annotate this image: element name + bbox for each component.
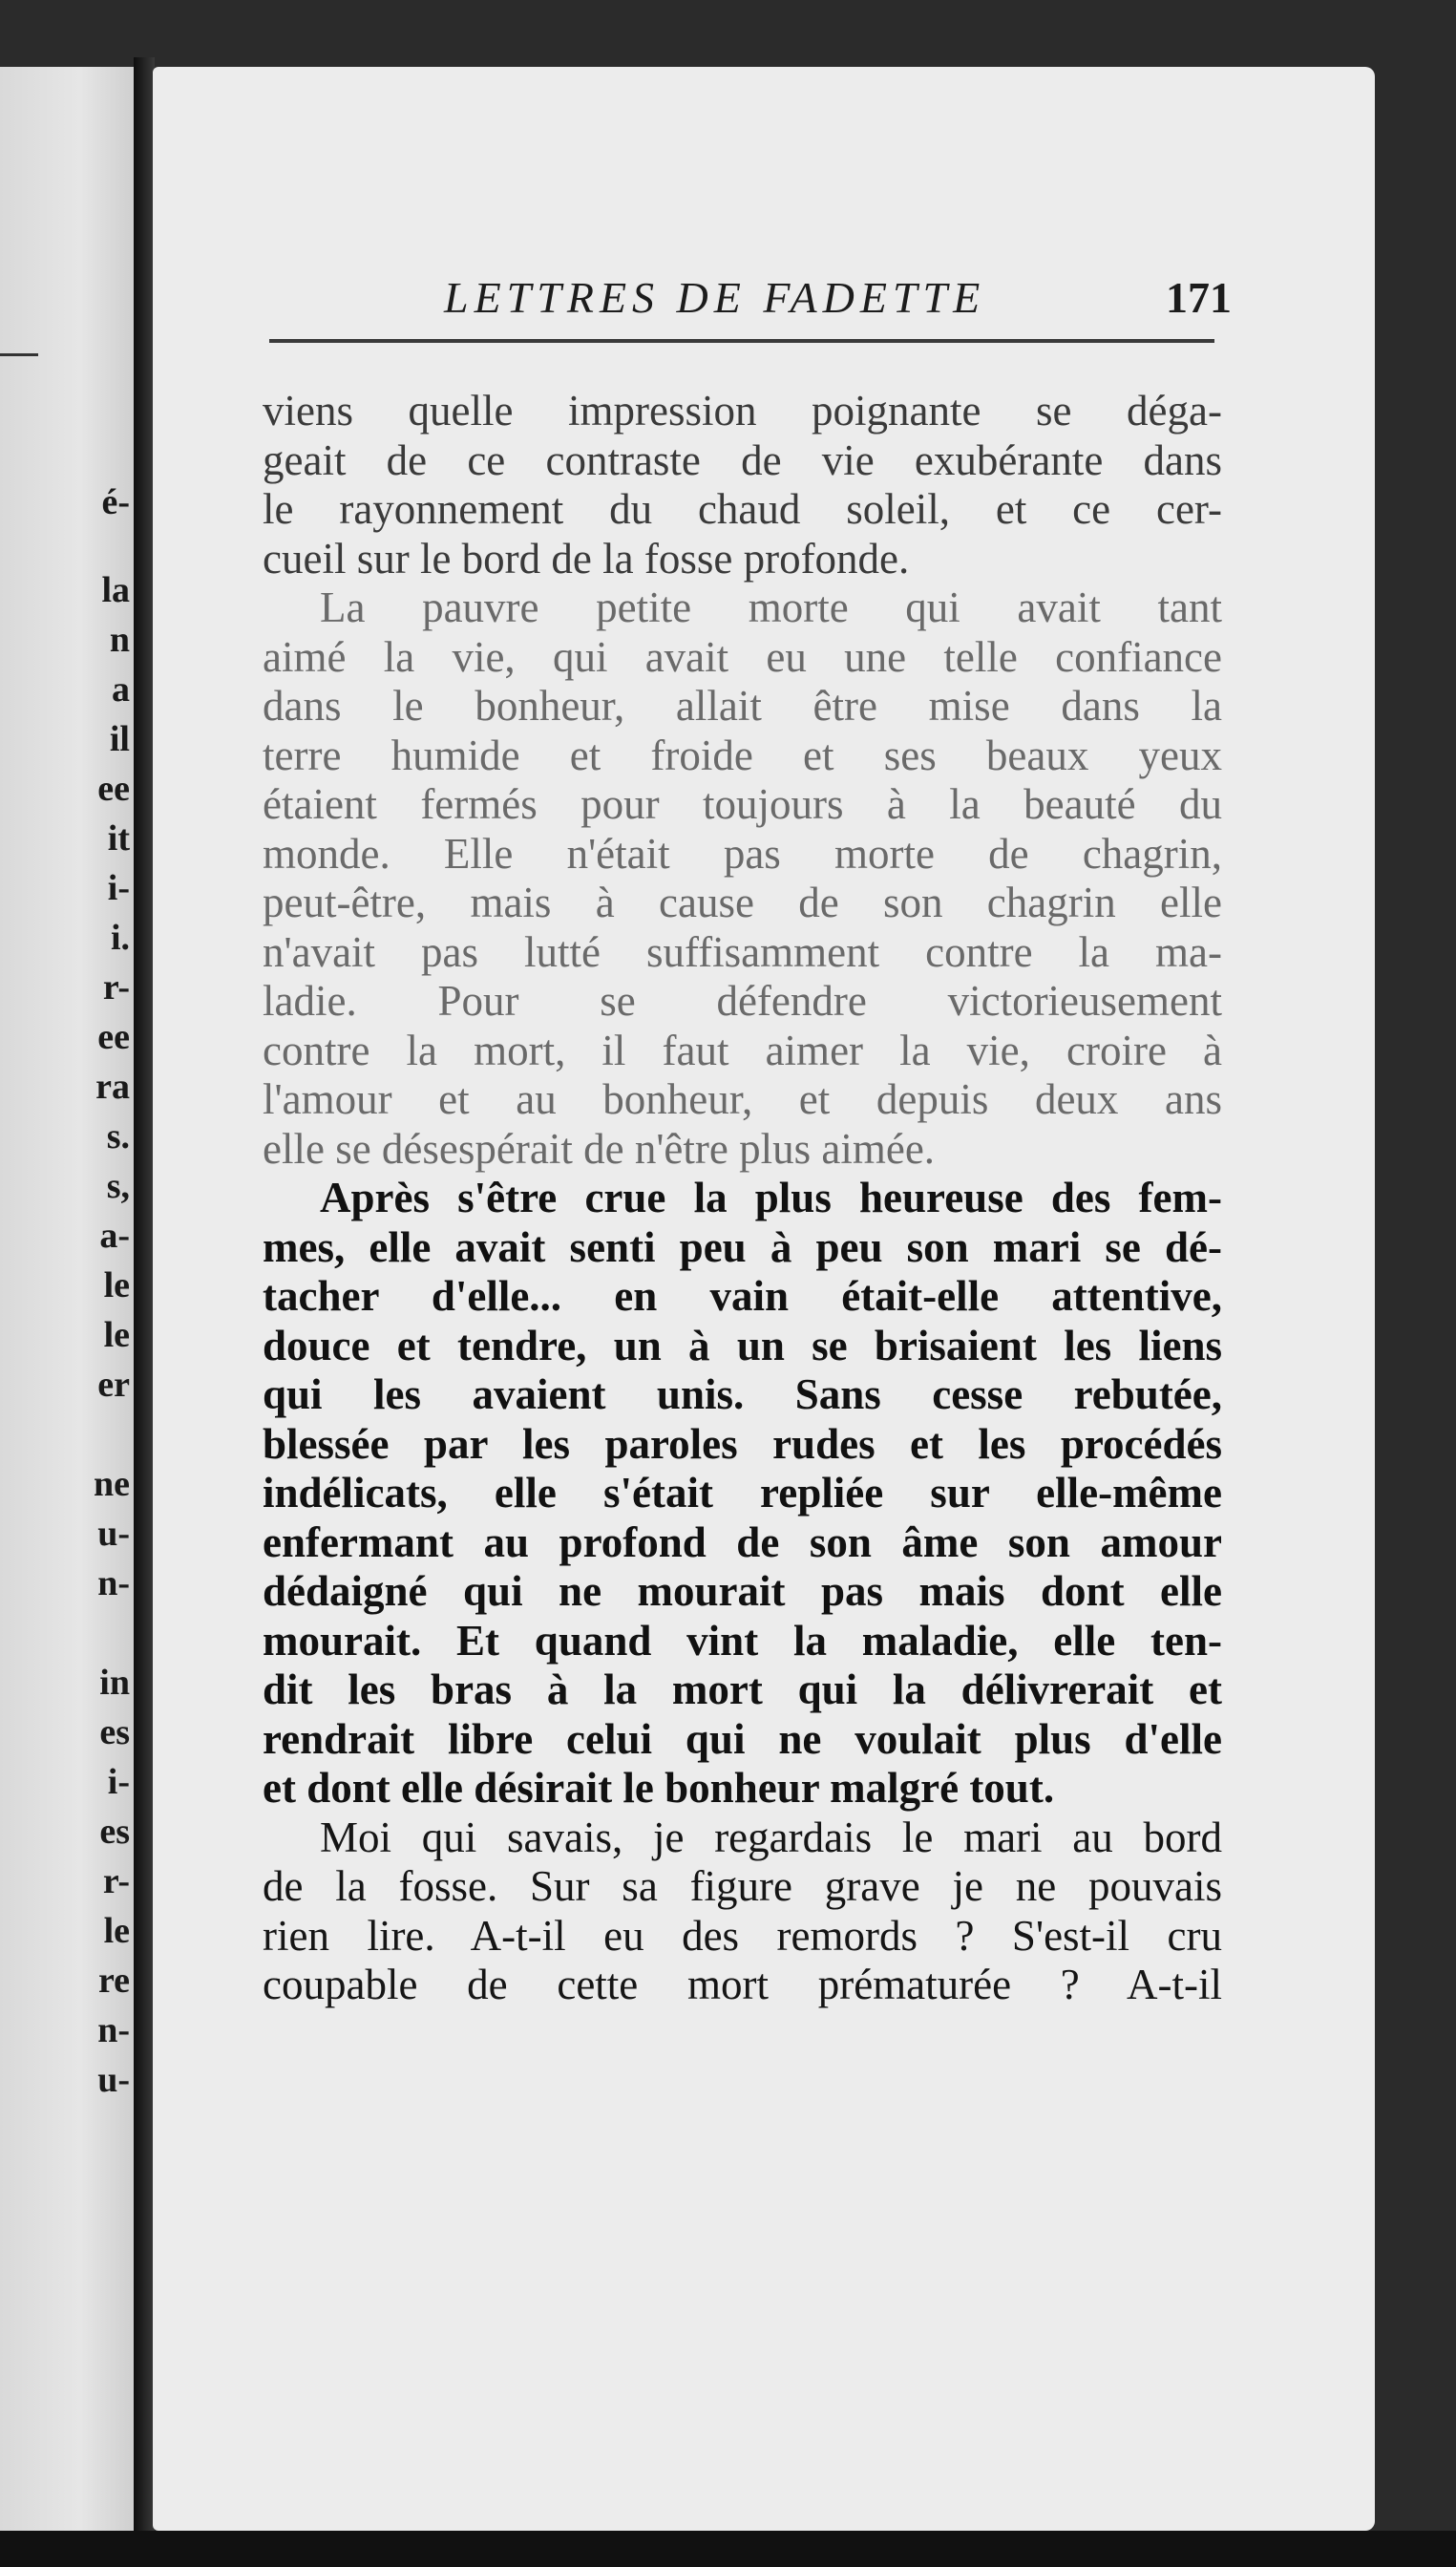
adjacent-line-fragment: le bbox=[103, 1315, 130, 1355]
text-line: de la fosse. Sur sa figure grave je ne pouvais bbox=[263, 1862, 1222, 1910]
text-line: monde. Elle n'était pas morte de chagrin, bbox=[263, 829, 1222, 878]
text-line: Après s'être crue la plus heureuse des fem- bbox=[320, 1174, 1222, 1221]
adjacent-line-fragment: r- bbox=[102, 967, 130, 1008]
adjacent-page-fragment bbox=[0, 67, 134, 2531]
text-line: terre humide et froide et ses beaux yeux bbox=[263, 731, 1222, 779]
text-line: étaient fermés pour toujours à la beauté du bbox=[263, 780, 1222, 828]
text-line: mes, elle avait senti peu à peu son mari se dé- bbox=[263, 1222, 1222, 1271]
paragraph bbox=[263, 1174, 1222, 1814]
text-line: viens quelle impression poignante se déga- bbox=[263, 387, 1222, 435]
adjacent-line-fragment: es bbox=[99, 1712, 130, 1752]
text-line: cueil sur le bord de la fosse profonde. bbox=[263, 534, 910, 583]
paragraph bbox=[263, 1814, 1222, 2010]
adjacent-line-fragment: re bbox=[97, 1961, 130, 2001]
adjacent-line-fragment: i- bbox=[107, 868, 130, 908]
text-line: rendrait libre celui qui ne voulait plus d'elle bbox=[263, 1714, 1222, 1763]
text-line: dédaigné qui ne mourait pas mais dont elle bbox=[263, 1567, 1222, 1615]
running-title: LETTRES DE FADETTE bbox=[444, 273, 986, 322]
text-line: contre la mort, il faut aimer la vie, croire à bbox=[263, 1026, 1222, 1074]
adjacent-line-fragment: it bbox=[107, 818, 130, 859]
text-line: Moi qui savais, je regardais le mari au bord bbox=[320, 1813, 1222, 1861]
text-line: rien lire. A-t-il eu des remords ? S'est-il cru bbox=[263, 1911, 1222, 1960]
text-line: tacher d'elle... en vain était-elle attentive, bbox=[263, 1272, 1222, 1320]
adjacent-line-fragment: n- bbox=[97, 2010, 130, 2050]
text-line: peut-être, mais à cause de son chagrin elle bbox=[263, 879, 1222, 926]
adjacent-page-rule bbox=[0, 353, 38, 356]
page-header bbox=[277, 272, 1232, 339]
text-line: qui les avaient unis. Sans cesse rebutée, bbox=[263, 1370, 1222, 1418]
text-line: mourait. Et quand vint la maladie, elle ten- bbox=[263, 1616, 1222, 1665]
adjacent-line-fragment: s, bbox=[106, 1166, 130, 1206]
adjacent-line-fragment: n bbox=[109, 620, 130, 660]
text-line: douce et tendre, un à un se brisaient les liens bbox=[263, 1321, 1222, 1369]
adjacent-line-fragment: ee bbox=[97, 1017, 130, 1057]
adjacent-line-fragment: er bbox=[97, 1365, 130, 1405]
adjacent-line-fragment: r- bbox=[102, 1861, 130, 1901]
book-gutter bbox=[134, 57, 155, 2540]
page-number: 171 bbox=[1166, 273, 1232, 322]
page-body bbox=[263, 387, 1222, 2010]
text-line: dans le bonheur, allait être mise dans la bbox=[263, 682, 1222, 730]
text-line: indélicats, elle s'était repliée sur elle-même bbox=[263, 1469, 1222, 1517]
paragraph bbox=[263, 387, 1222, 583]
text-line: dit les bras à la mort qui la délivrerait et bbox=[263, 1665, 1222, 1713]
text-line: La pauvre petite morte qui avait tant bbox=[320, 583, 1222, 631]
text-line: ladie. Pour se défendre victorieusement bbox=[263, 977, 1222, 1025]
adjacent-line-fragment: n- bbox=[97, 1563, 130, 1603]
text-line: l'amour et au bonheur, et depuis deux ans bbox=[263, 1075, 1222, 1123]
header-rule bbox=[269, 339, 1214, 343]
adjacent-line-fragment: i- bbox=[107, 1762, 130, 1802]
adjacent-line-fragment: ra bbox=[95, 1067, 130, 1107]
text-line: coupable de cette mort prématurée ? A-t-il bbox=[263, 1961, 1222, 2008]
adjacent-line-fragment: le bbox=[103, 1265, 130, 1305]
text-line: aimé la vie, qui avait eu une telle confiance bbox=[263, 632, 1222, 681]
text-line: enfermant au profond de son âme son amour bbox=[263, 1517, 1222, 1566]
adjacent-line-fragment bbox=[8, 1608, 130, 1658]
adjacent-line-fragment: a bbox=[112, 669, 130, 710]
adjacent-line-fragment: a- bbox=[99, 1216, 130, 1256]
text-line: et dont elle désirait le bonheur malgré tout. bbox=[263, 1764, 1055, 1812]
adjacent-page-text bbox=[8, 477, 130, 2105]
text-line: elle se désespérait de n'être plus aimée. bbox=[263, 1124, 936, 1173]
scan-bottom-border bbox=[0, 2531, 1456, 2567]
paragraph bbox=[263, 583, 1222, 1174]
adjacent-line-fragment: ee bbox=[97, 769, 130, 809]
text-line: blessée par les paroles rudes et les procédés bbox=[263, 1419, 1222, 1468]
adjacent-line-fragment: il bbox=[109, 719, 130, 759]
adjacent-line-fragment: es bbox=[99, 1812, 130, 1852]
adjacent-line-fragment: le bbox=[103, 1911, 130, 1951]
text-line: n'avait pas lutté suffisamment contre la ma- bbox=[263, 927, 1222, 976]
text-line: le rayonnement du chaud soleil, et ce cer- bbox=[263, 485, 1222, 533]
adjacent-line-fragment: ne bbox=[94, 1464, 130, 1504]
adjacent-line-fragment: s. bbox=[106, 1116, 130, 1156]
adjacent-line-fragment: u- bbox=[97, 2060, 130, 2100]
adjacent-line-fragment: in bbox=[99, 1663, 130, 1703]
adjacent-line-fragment bbox=[8, 1410, 130, 1459]
adjacent-line-fragment: i. bbox=[110, 918, 130, 958]
adjacent-line-fragment: u- bbox=[97, 1514, 130, 1554]
adjacent-line-fragment: é- bbox=[101, 482, 130, 522]
text-line: geait de ce contraste de vie exubérante dans bbox=[263, 435, 1222, 484]
adjacent-line-fragment: la bbox=[101, 570, 130, 610]
